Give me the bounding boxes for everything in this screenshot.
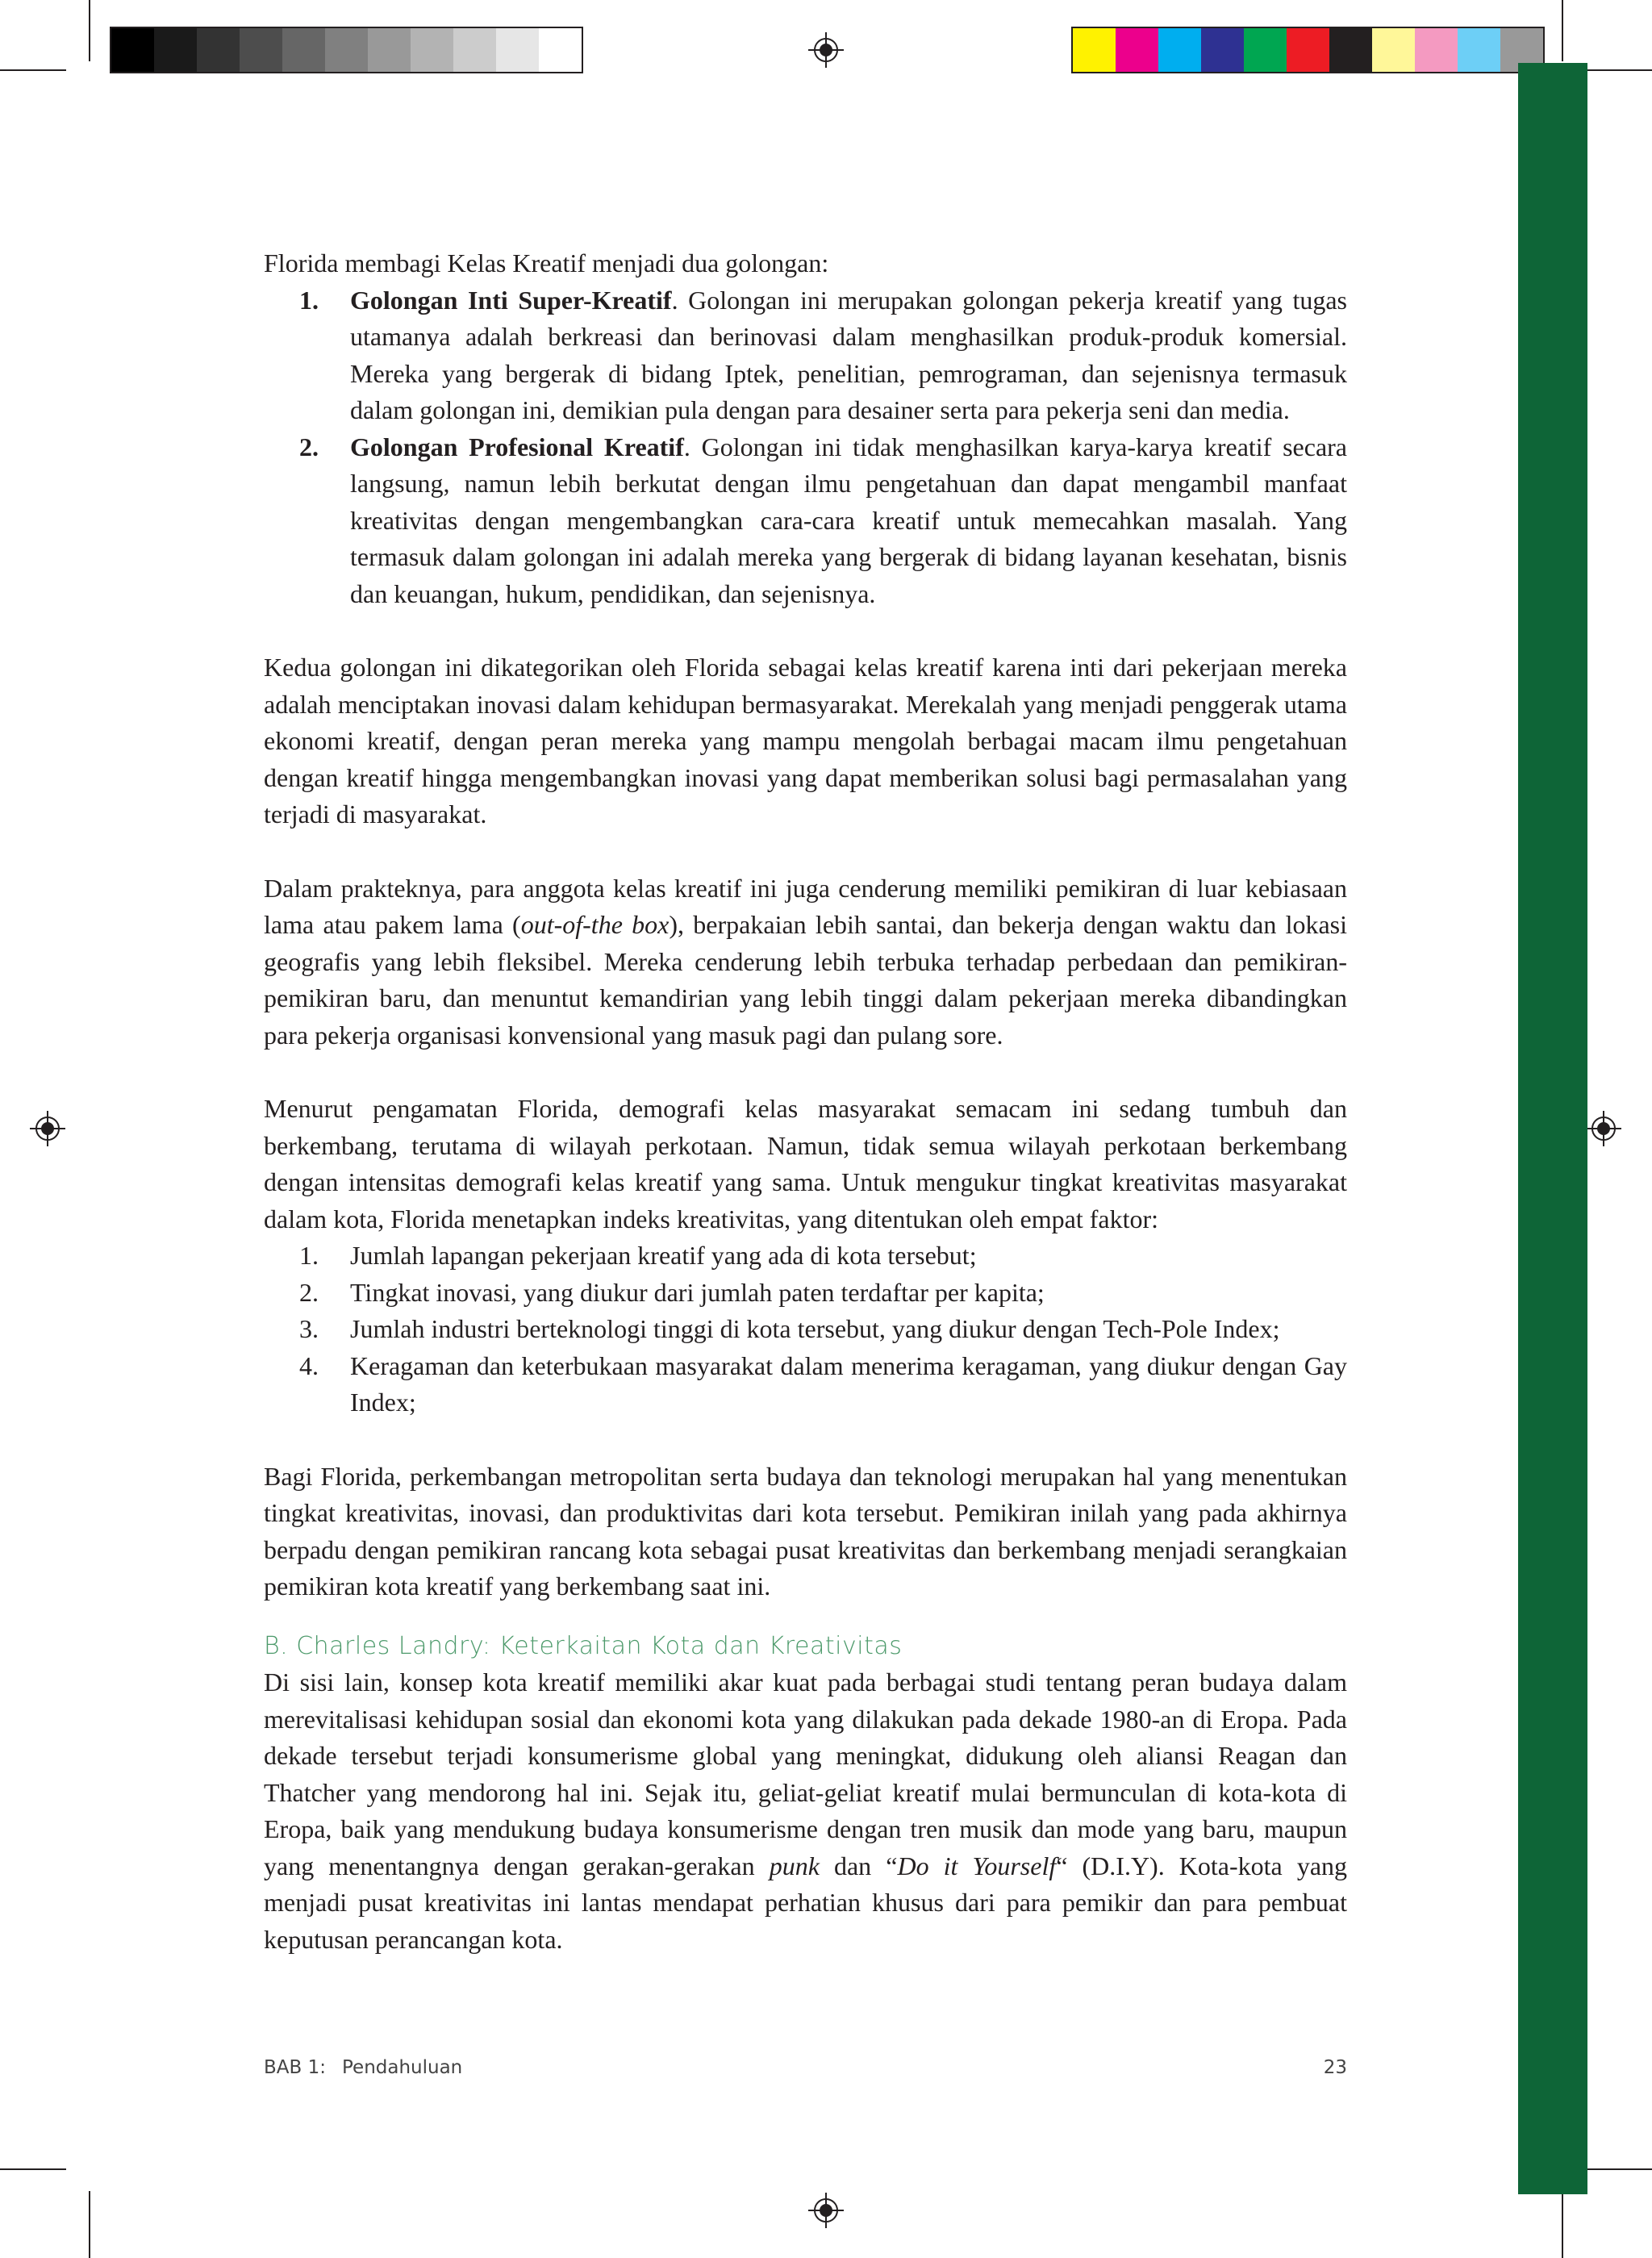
paragraph: Kedua golongan ini dikategorikan oleh Florida sebagai kelas kreatif karena inti dari pekerjaan mereka adalah menciptakan inovasi dalam kehidupan bermasyarakat. Merekalah yang menjadi penggerak utama ekonomi kreatif, dengan peran mereka yang mampu mengolah berbagai macam ilmu pengetahuan dengan kreatif hingga mengembangkan inovasi yang dapat memberikan solusi bagi permasalahan yang terjadi di masyarakat.: [264, 653, 1347, 828]
color-swatch: [282, 28, 325, 72]
color-swatch: [1244, 28, 1287, 72]
paragraph: [264, 870, 1347, 1054]
color-swatch: [539, 28, 582, 72]
chapter-title: Pendahuluan: [342, 2057, 463, 2078]
page-body: [264, 245, 1347, 1958]
text-run: “ (D.I.Y). Kota-kota yang menjadi pusat kreativitas ini lantas mendapat perhatian khusus dari para pemikir dan para pembuat keputusan perancangan kota.: [264, 1851, 1348, 1954]
crop-mark: [1586, 2168, 1652, 2170]
color-swatch: [1329, 28, 1372, 72]
crop-mark: [0, 2168, 66, 2170]
group-description: . Golongan ini tidak menghasilkan karya-karya kreatif secara langsung, namun lebih berkutat dengan ilmu pengetahuan dan dapat mengambil manfaat kreativitas dengan mengembangkan cara-cara kreatif untuk memecahkan masalah. Yang termasuk dalam golongan ini adalah mereka yang bergerak di bidang layanan kesehatan, bisnis dan keuangan, hukum, pendidikan, dan sejenisnya.: [350, 432, 1348, 608]
color-swatch: [240, 28, 282, 72]
list-text: Jumlah lapangan pekerjaan kreatif yang ada di kota tersebut;: [350, 1241, 977, 1270]
list-text: Tingkat inovasi, yang diukur dari jumlah paten terdaftar per kapita;: [350, 1277, 1045, 1307]
list-number: 1.: [299, 1241, 319, 1270]
color-swatch: [1287, 28, 1329, 72]
list-item: [264, 1311, 1347, 1348]
paragraph: [264, 1664, 1347, 1958]
paragraph: Menurut pengamatan Florida, demografi kelas masyarakat semacam ini sedang tumbuh dan berkembang, terutama di wilayah perkotaan. Namun, tidak semua wilayah perkotaan berkembang dengan intensitas demografi kelas kreatif yang sama. Untuk mengukur tingkat kreativitas masyarakat dalam kota, Florida menetapkan indeks kreativitas, yang ditentukan oleh empat faktor:: [264, 1094, 1347, 1233]
color-swatch: [1116, 28, 1158, 72]
list-item: [264, 1275, 1347, 1312]
creativity-index-factors: [264, 1238, 1347, 1421]
cmyk-color-bar: [1071, 27, 1545, 73]
color-swatch: [1458, 28, 1500, 72]
italic-term: out-of-the box: [520, 910, 670, 939]
color-swatch: [453, 28, 496, 72]
text-run: dan “: [819, 1851, 898, 1880]
list-number: 2.: [299, 1277, 319, 1307]
list-number: 4.: [299, 1350, 319, 1380]
crop-mark: [1562, 2191, 1563, 2258]
list-item: [264, 429, 1347, 613]
registration-mark-icon: [808, 2193, 844, 2228]
color-swatch: [111, 28, 154, 72]
color-swatch: [1372, 28, 1415, 72]
creative-class-groups: [264, 282, 1347, 613]
crop-mark: [89, 2191, 90, 2258]
group-title: Golongan Profesional Kreatif: [350, 432, 684, 461]
group-description: . Golongan ini merupakan golongan pekerja kreatif yang tugas utamanya adalah berkreasi dan berinovasi dalam menghasilkan produk-produk komersial. Mereka yang bergerak di bidang Iptek, penelitian, pemrograman, dan sejenisnya termasuk dalam golongan ini, demikian pula dengan para desainer serta para pekerja seni dan media.: [350, 285, 1348, 424]
crop-mark: [1586, 69, 1652, 71]
color-swatch: [154, 28, 197, 72]
color-swatch: [197, 28, 240, 72]
italic-term: Do it Yourself: [897, 1851, 1057, 1880]
grayscale-color-bar: [110, 27, 583, 73]
color-swatch: [496, 28, 539, 72]
text-run: ), berpakaian lebih santai, dan bekerja dengan waktu dan lokasi geografis yang lebih fleksibel. Mereka cenderung lebih terbuka terhadap perbedaan dan pemikiran-pemikiran baru, dan menuntut kemandirian yang lebih tinggi dalam pekerjaan mereka dibandingkan para pekerja organisasi konvensional yang masuk pagi dan pulang sore.: [264, 910, 1348, 1050]
list-item: [264, 1348, 1347, 1421]
crop-mark: [89, 0, 90, 61]
text-run: Di sisi lain, konsep kota kreatif memiliki akar kuat pada berbagai studi tentang peran budaya dalam merevitalisasi kehidupan sosial dan ekonomi kota yang dilakukan pada dekade 1980-an di Eropa. Pada dekade tersebut terjadi konsumerisme global yang meningkat, didukung oleh aliansi Reagan dan Thatcher yang mendorong hal ini. Sejak itu, geliat-geliat kreatif mulai bermunculan di kota-kota di Eropa, baik yang mendukung budaya konsumerisme dengan tren musik dan mode yang baru, maupun yang menentangnya dengan gerakan-gerakan: [264, 1667, 1347, 1880]
color-swatch: [411, 28, 453, 72]
intro-paragraph: Florida membagi Kelas Kreatif menjadi dua golongan:: [264, 248, 829, 278]
list-text: Jumlah industri berteknologi tinggi di kota tersebut, yang diukur dengan Tech-Pole Index;: [350, 1314, 1280, 1343]
page-footer: [264, 2057, 1347, 2078]
list-number: 1.: [299, 285, 319, 315]
registration-mark-icon: [808, 32, 844, 68]
registration-mark-icon: [1586, 1111, 1621, 1146]
registration-mark-icon: [30, 1111, 65, 1146]
list-number: 3.: [299, 1314, 319, 1343]
list-number: 2.: [299, 432, 319, 461]
color-swatch: [1073, 28, 1116, 72]
group-title: Golongan Inti Super-Kreatif: [350, 285, 672, 315]
list-text: Keragaman dan keterbukaan masyarakat dalam menerima keragaman, yang diukur dengan Gay Index;: [350, 1350, 1347, 1417]
color-swatch: [325, 28, 368, 72]
italic-term: punk: [769, 1851, 820, 1880]
list-item: [264, 282, 1347, 429]
color-swatch: [1415, 28, 1458, 72]
color-swatch: [1158, 28, 1201, 72]
chapter-label: BAB 1:: [264, 2057, 326, 2078]
paragraph: Bagi Florida, perkembangan metropolitan serta budaya dan teknologi merupakan hal yang menentukan tingkat kreativitas, inovasi, dan produktivitas dari kota tersebut. Pemikiran inilah yang pada akhirnya berpadu dengan pemikiran rancang kota sebagai pusat kreativitas dan berkembang menjadi serangkaian pemikiran kota kreatif yang berkembang saat ini.: [264, 1461, 1347, 1601]
running-footer-chapter: [264, 2057, 478, 2078]
chapter-side-bar: [1518, 63, 1587, 2194]
crop-mark: [0, 69, 66, 71]
crop-mark: [1562, 0, 1563, 61]
text-run: Dalam prakteknya, para anggota kelas kreatif ini juga cenderung memiliki pemikiran di luar kebiasaan lama atau pakem lama (: [264, 873, 1347, 939]
page-number: 23: [1323, 2057, 1347, 2078]
section-heading: B. Charles Landry: Keterkaitan Kota dan Kreativitas: [264, 1631, 903, 1660]
list-item: [264, 1238, 1347, 1275]
color-swatch: [368, 28, 411, 72]
color-swatch: [1201, 28, 1244, 72]
